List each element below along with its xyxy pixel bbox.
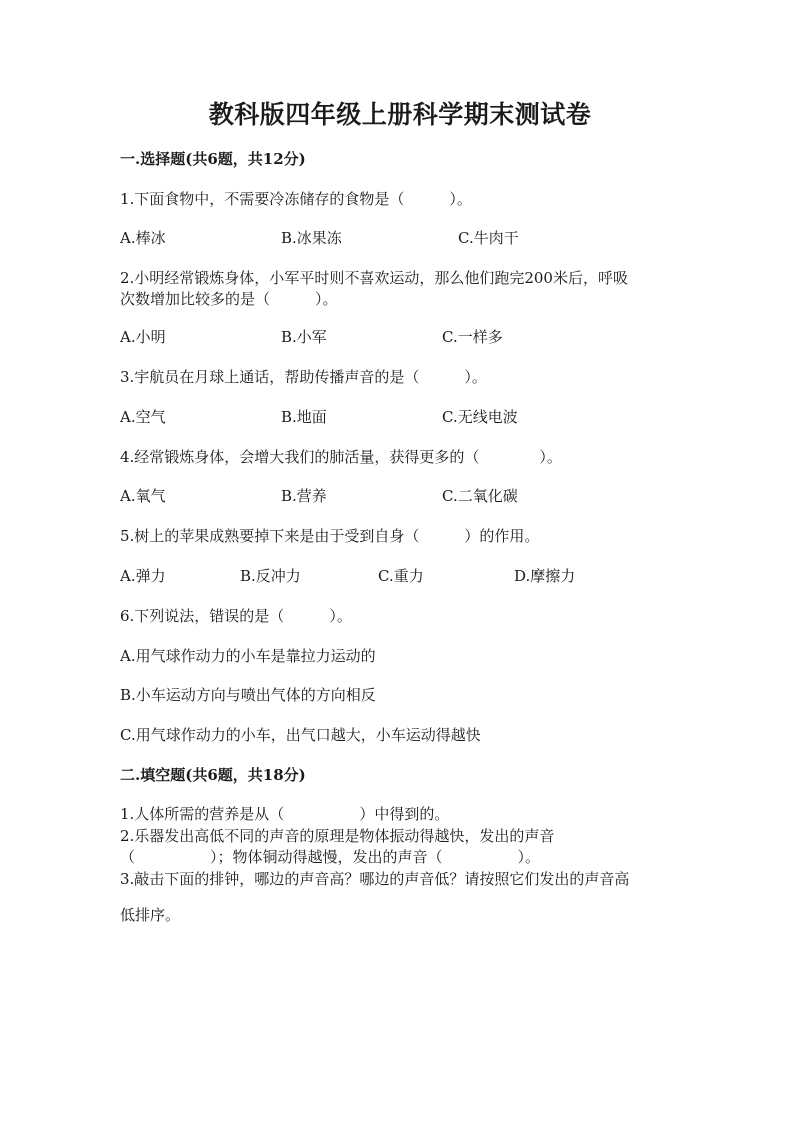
question-6-stem: 6.下列说法，错误的是（ ）。: [120, 607, 352, 625]
fill-question-2-line1: 2.乐器发出高低不同的声音的原理是物体振动得越快，发出的声音: [120, 827, 555, 845]
question-3-option-b: B.地面: [281, 408, 327, 426]
question-4-option-b: B.营养: [281, 487, 327, 505]
question-4-option-a: A.氧气: [120, 487, 166, 505]
question-2-stem-line2: 次数增加比较多的是（ ）。: [120, 290, 338, 308]
question-1-option-c: C.牛肉干: [458, 229, 519, 247]
question-5-option-a: A.弹力: [120, 567, 166, 585]
fill-question-2-line2: （ ）；物体铜动得越慢，发出的声音（ ）。: [120, 848, 541, 866]
page-title: 教科版四年级上册科学期末测试卷: [208, 100, 592, 129]
question-3-stem: 3.宇航员在月球上通话，帮助传播声音的是（ ）。: [120, 368, 487, 386]
section-heading-choice: 一.选择题(共6题，共12分): [120, 150, 306, 168]
question-6-option-b: B.小车运动方向与喷出气体的方向相反: [120, 686, 376, 704]
question-5-option-d: D.摩擦力: [514, 567, 576, 585]
question-4-option-c: C.二氧化碳: [442, 487, 518, 505]
question-1-option-b: B.冰果冻: [281, 229, 342, 247]
question-3-option-c: C.无线电波: [442, 408, 518, 426]
question-4-stem: 4.经常锻炼身体，会增大我们的肺活量，获得更多的（ ）。: [120, 448, 562, 466]
question-1-option-a: A.棒冰: [120, 229, 166, 247]
question-5-stem: 5.树上的苹果成熟要掉下来是由于受到自身（ ）的作用。: [120, 527, 540, 545]
question-2-option-c: C.一样多: [442, 328, 503, 346]
question-5-option-b: B.反冲力: [240, 567, 301, 585]
question-3-option-a: A.空气: [120, 408, 166, 426]
question-5-option-c: C.重力: [378, 567, 424, 585]
question-2-stem-line1: 2.小明经常锻炼身体，小军平时则不喜欢运动，那么他们跑完200米后，呼吸: [120, 269, 628, 287]
question-2-option-a: A.小明: [120, 328, 166, 346]
fill-question-3-line1: 3.敲击下面的排钟，哪边的声音高？哪边的声音低？请按照它们发出的声音高: [120, 870, 630, 888]
question-2-option-b: B.小军: [281, 328, 327, 346]
fill-question-3-line2: 低排序。: [120, 906, 181, 924]
question-1-stem: 1.下面食物中，不需要冷冻储存的食物是（ ）。: [120, 190, 472, 208]
section-heading-fill-blank: 二.填空题(共6题，共18分): [120, 766, 306, 784]
question-6-option-a: A.用气球作动力的小车是靠拉力运动的: [120, 647, 376, 665]
question-6-option-c: C.用气球作动力的小车，出气口越大，小车运动得越快: [120, 726, 481, 744]
fill-question-1: 1.人体所需的营养是从（ ）中得到的。: [120, 805, 450, 823]
